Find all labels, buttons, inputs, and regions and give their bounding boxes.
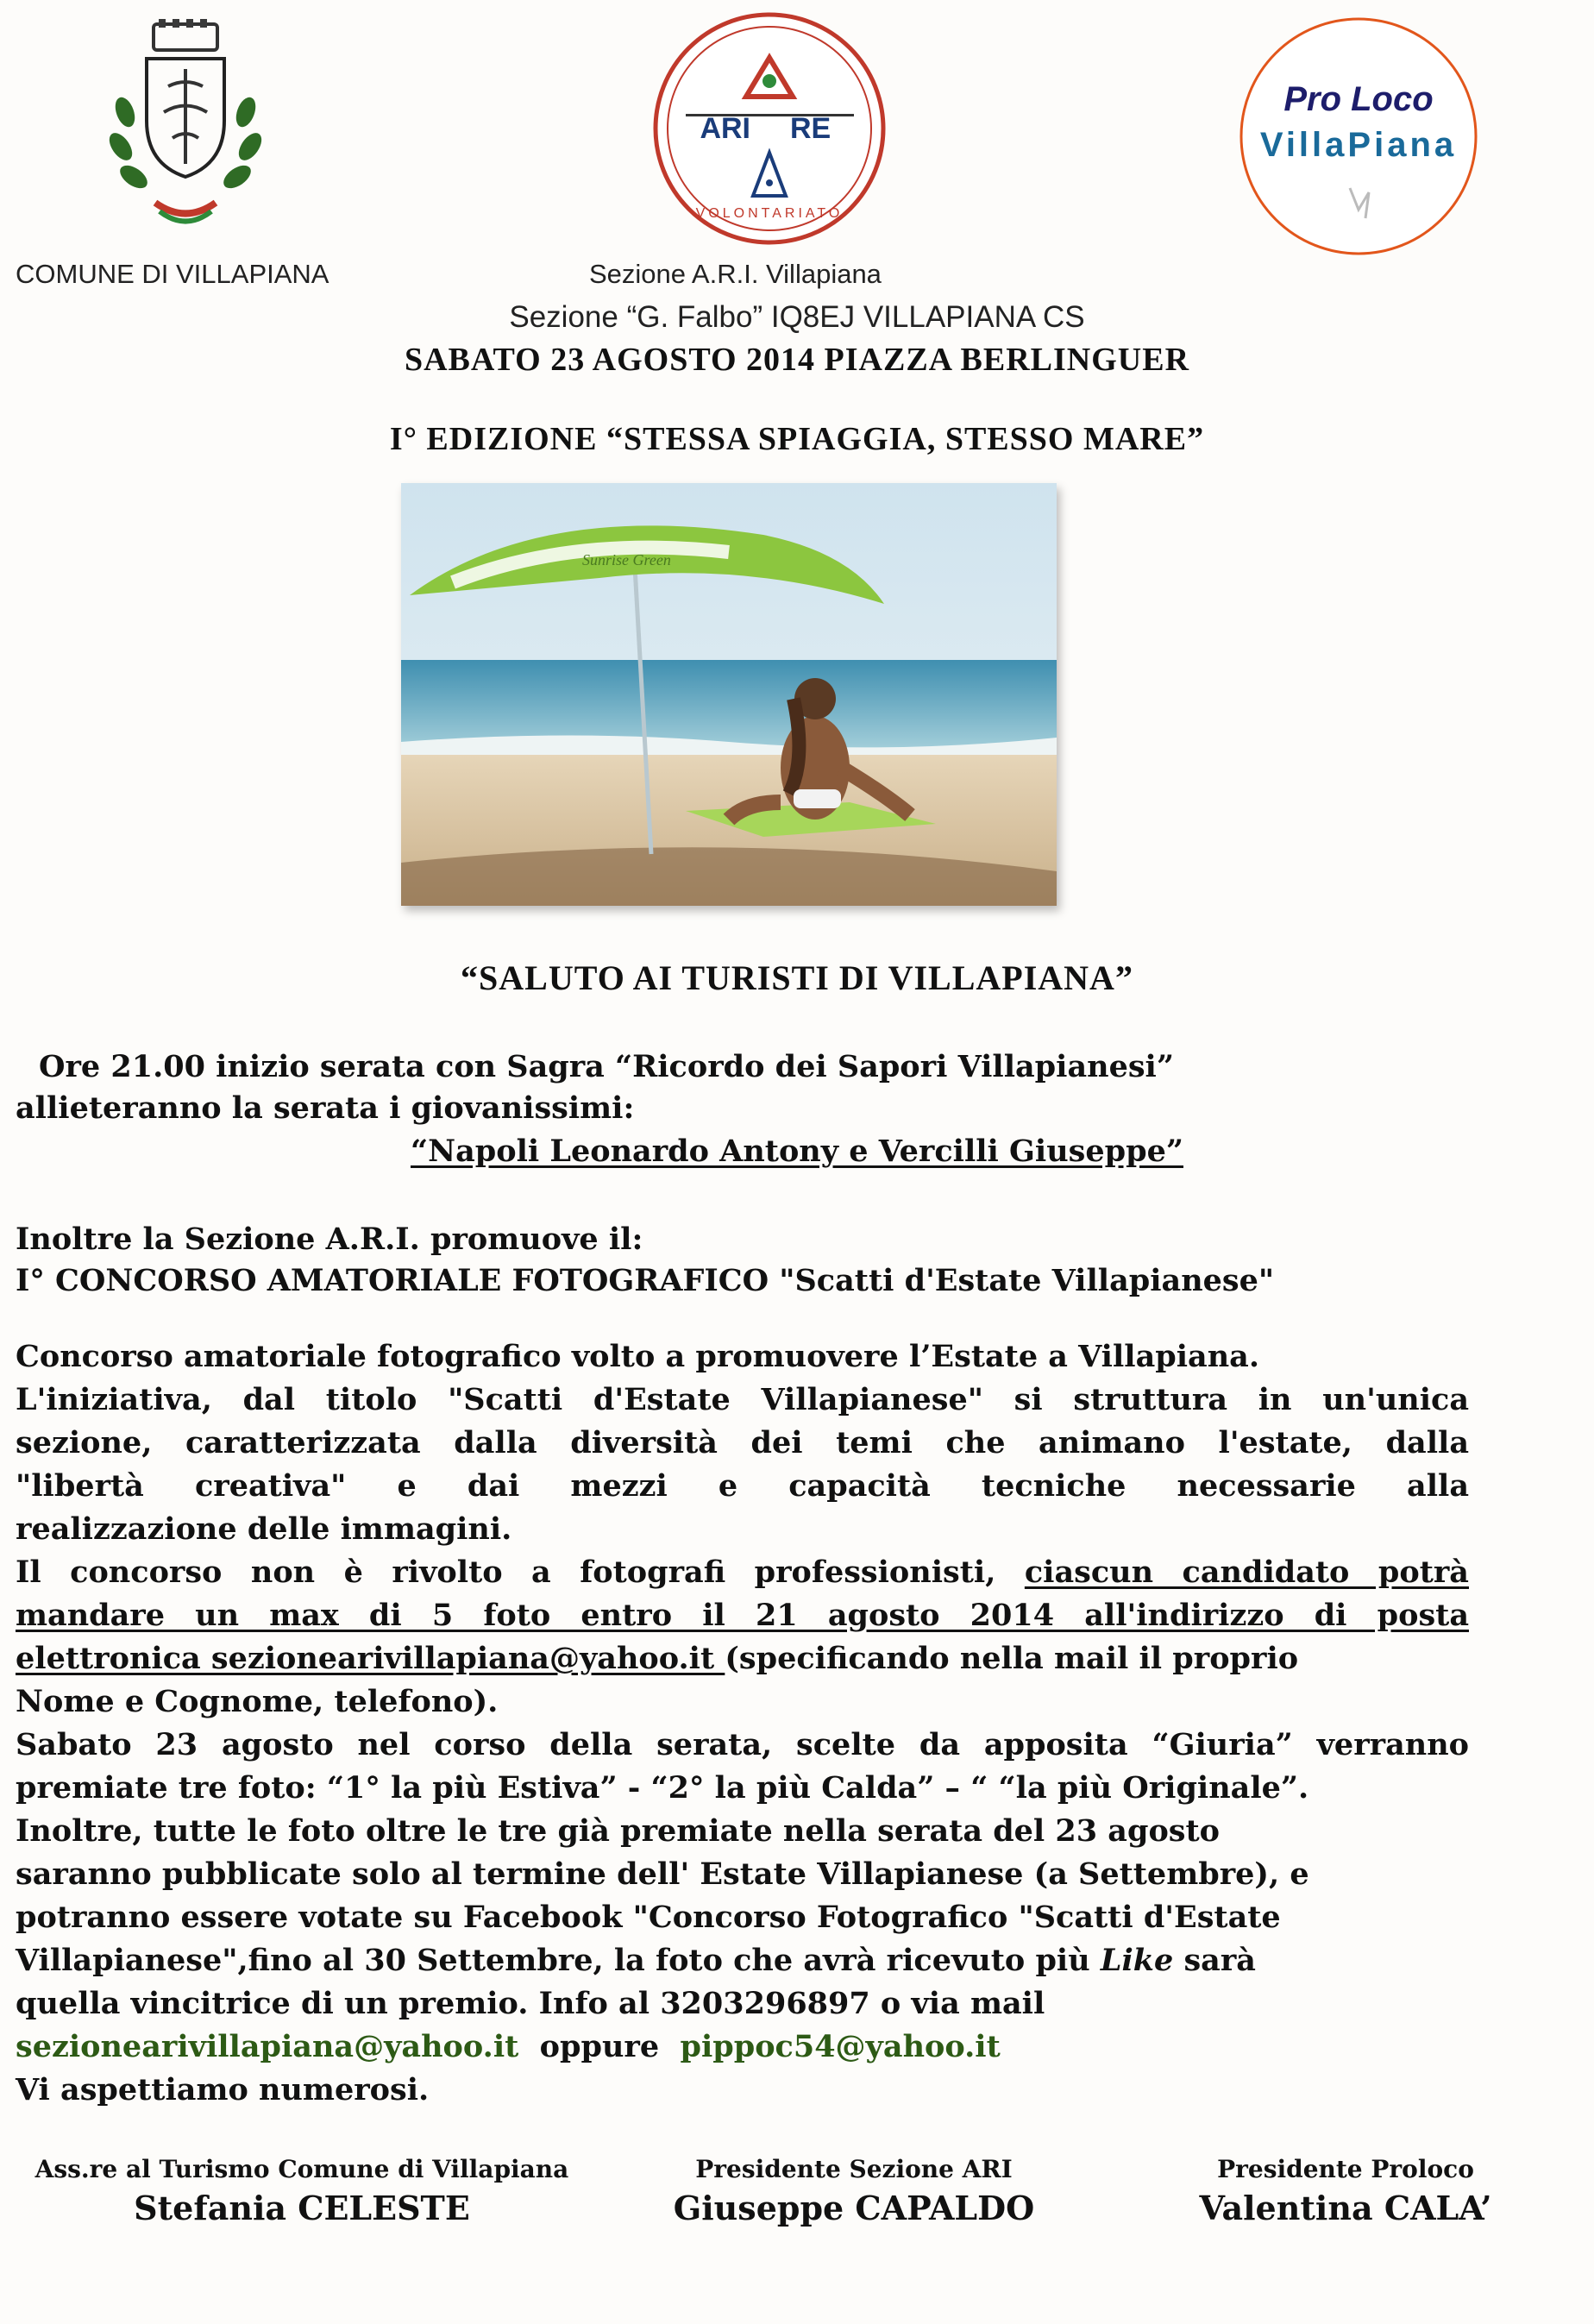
- signature-ari: [595, 2155, 1113, 2227]
- comune-coat-of-arms: [86, 17, 285, 250]
- ari-sezione-label: Sezione A.R.I. Villapiana: [589, 259, 882, 289]
- p2-line-1-a: Il concorso non è rivolto a fotografi professionisti,: [16, 1555, 1025, 1590]
- ari-badge-re-text: RE: [790, 112, 832, 145]
- contest-line-1: Inoltre la Sezione A.R.I. promuove il:: [16, 1222, 643, 1257]
- p2-line-3-b: (specificando nella mail il proprio: [725, 1641, 1299, 1676]
- performers-line: [0, 1130, 1594, 1173]
- p1-line-5: realizzazione delle immagini.: [16, 1511, 512, 1547]
- like-word: Like: [1100, 1943, 1174, 1978]
- p3-line-6-a: Villapianese",fino al 30 Settembre, la foto che avrà ricevuto più: [16, 1943, 1101, 1978]
- p3-line-5: potranno essere votate su Facebook "Concorso Fotografico "Scatti d'Estate: [16, 1900, 1281, 1935]
- signature-title: Presidente Sezione ARI: [695, 2155, 1013, 2183]
- email-2-link[interactable]: pippoc54@yahoo.it: [680, 2029, 1001, 2064]
- p2-line-1: [16, 1551, 1469, 1594]
- saluto-heading: “SALUTO AI TURISTI DI VILLAPIANA”: [461, 958, 1133, 997]
- comune-label: COMUNE DI VILLAPIANA: [16, 259, 329, 289]
- signature-turismo: [0, 2155, 604, 2227]
- umbrella-brand-text: Sunrise Green: [582, 551, 671, 568]
- closing-line: Vi aspettiamo numerosi.: [16, 2072, 430, 2107]
- proloco-line1: Pro Loco: [1283, 80, 1434, 118]
- intro-line-1: Ore 21.00 inizio serata con Sagra “Ricordo dei Sapori Villapianesi”: [39, 1049, 1174, 1084]
- ari-badge-bottom-text: VOLONTARIATO: [695, 206, 844, 221]
- ari-badge-ari-text: ARI: [700, 112, 750, 145]
- p2-line-2: mandare un max di 5 foto entro il 21 agosto 2014 all'indirizzo di posta: [16, 1598, 1469, 1633]
- signature-name: Valentina CALA’: [1199, 2189, 1492, 2227]
- oppure-text: oppure: [539, 2029, 660, 2064]
- p3-line-7: quella vincitrice di un premio. Info al 3203296897 o via mail: [16, 1986, 1045, 2021]
- p1-line-4: "libertà creativa" e dai mezzi e capacità tecniche necessarie alla: [16, 1468, 1469, 1504]
- date-place-heading: SABATO 23 AGOSTO 2014 PIAZZA BERLINGUER: [404, 342, 1190, 378]
- performers-text: “Napoli Leonardo Antony e Vercilli Giuseppe”: [410, 1134, 1183, 1169]
- p3-line-6: [16, 1939, 1469, 1982]
- emails-line: [16, 2026, 1469, 2069]
- p1-line-2: L'iniziativa, dal titolo "Scatti d'Estate Villapianese" si struttura in un'unica: [16, 1382, 1469, 1417]
- p2-line-3: [16, 1637, 1469, 1680]
- intro-line-2: allieteranno la serata i giovanissimi:: [16, 1090, 635, 1126]
- sezione-falbo-line: Sezione “G. Falbo” IQ8EJ VILLAPIANA CS: [509, 300, 1085, 334]
- edition-heading: I° EDIZIONE “STESSA SPIAGGIA, STESSO MARE”: [389, 421, 1205, 457]
- signature-title: Presidente Proloco: [1217, 2155, 1474, 2183]
- email-link-inline[interactable]: elettronica sezionearivillapiana@yahoo.it: [16, 1641, 725, 1676]
- contest-line-2: I° CONCORSO AMATORIALE FOTOGRAFICO "Scatti d'Estate Villapianese": [16, 1263, 1275, 1298]
- p3-line-2: premiate tre foto: “1° la più Estiva” - “2° la più Calda” – “ “la più Originale”.: [16, 1770, 1309, 1806]
- p3-line-3: Inoltre, tutte le foto oltre le tre già premiate nella serata del 23 agosto: [16, 1813, 1221, 1849]
- beach-photo: [401, 483, 1057, 906]
- signature-proloco: [1104, 2155, 1587, 2227]
- p3-line-1: Sabato 23 agosto nel corso della serata, scelte da apposita “Giuria” verranno: [16, 1727, 1469, 1762]
- signature-name: Stefania CELESTE: [134, 2189, 470, 2227]
- p3-line-4: saranno pubblicate solo al termine dell' Estate Villapianese (a Settembre), e: [16, 1856, 1309, 1892]
- proloco-logo: [1238, 16, 1479, 257]
- ari-protezione-civile-logo: [651, 10, 888, 248]
- p2-line-1-b: ciascun candidato potrà: [1024, 1555, 1469, 1590]
- signature-title: Ass.re al Turismo Comune di Villapiana: [35, 2155, 569, 2183]
- p3-line-6-b: sarà: [1173, 1943, 1256, 1978]
- email-1-link[interactable]: sezionearivillapiana@yahoo.it: [16, 2029, 519, 2064]
- signature-name: Giuseppe CAPALDO: [673, 2189, 1035, 2227]
- body-text: [16, 1335, 1469, 2112]
- p1-line-3: sezione, caratterizzata dalla diversità dei temi che animano l'estate, dalla: [16, 1425, 1469, 1460]
- p2-line-4: Nome e Cognome, telefono).: [16, 1684, 499, 1719]
- p1-line-1: Concorso amatoriale fotografico volto a promuovere l’Estate a Villapiana.: [16, 1339, 1260, 1374]
- proloco-line2: VillaPiana: [1259, 126, 1458, 164]
